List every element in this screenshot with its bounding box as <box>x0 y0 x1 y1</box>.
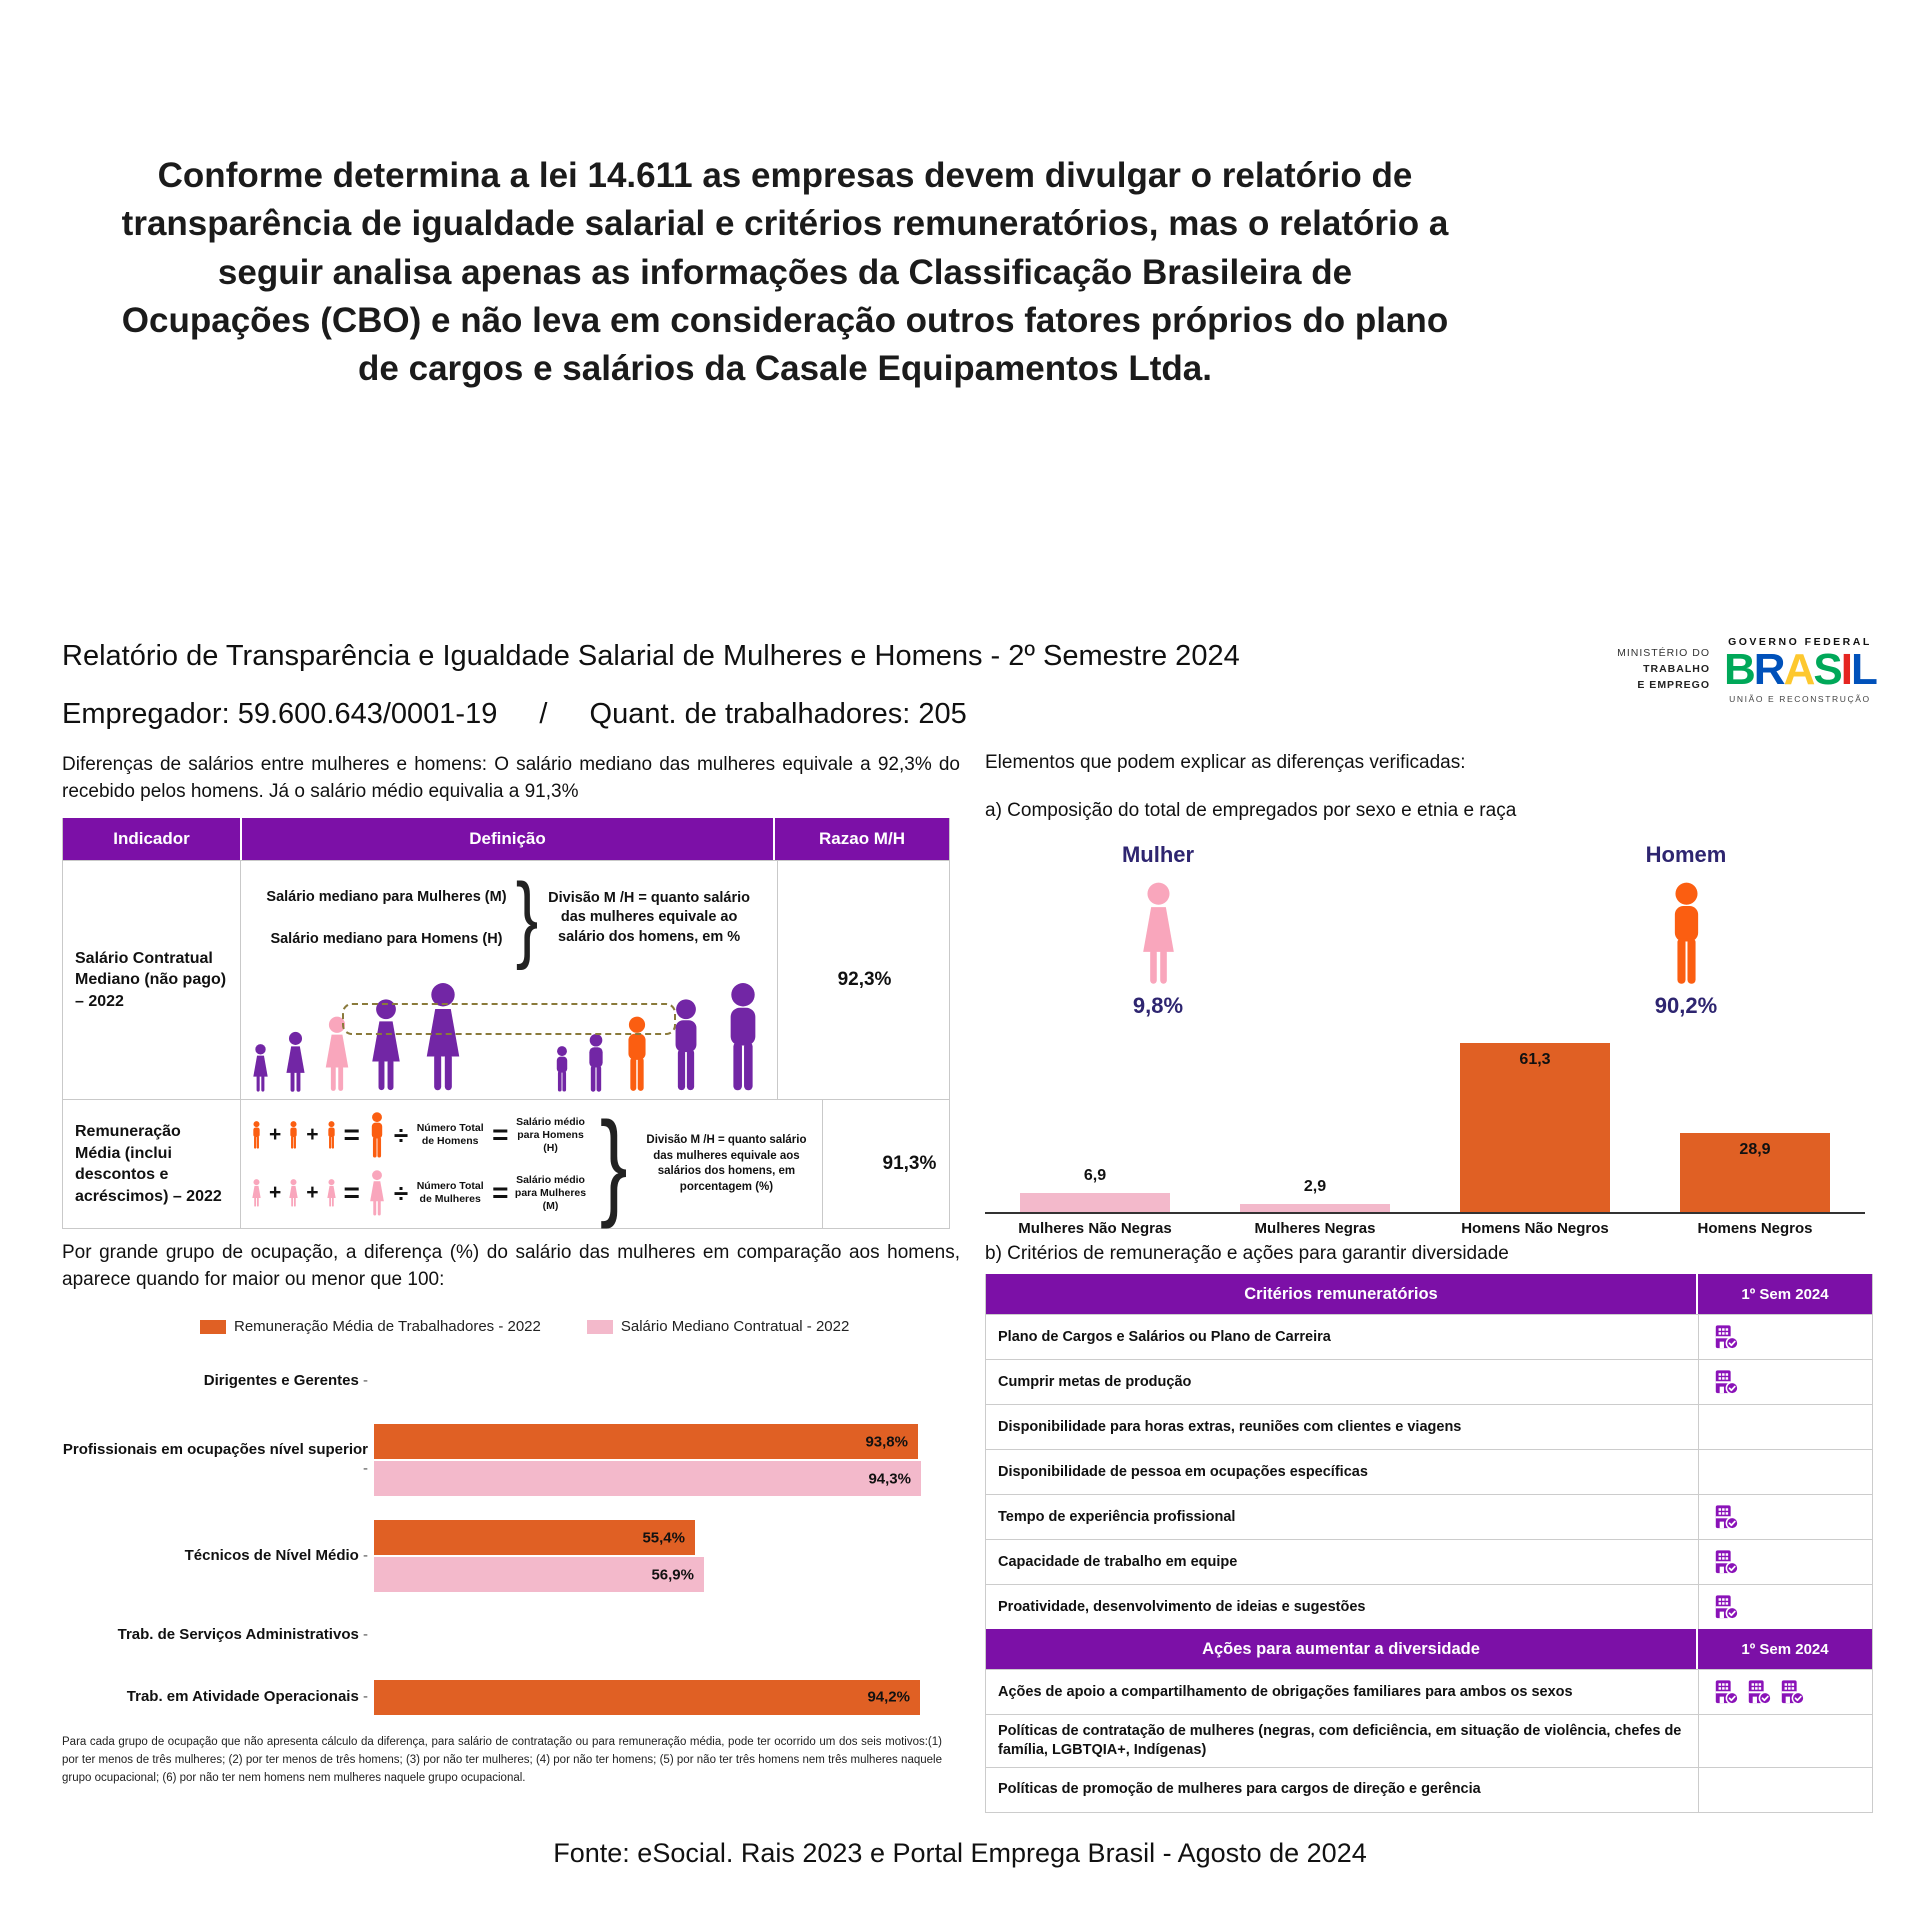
ethnicity-category: Mulheres Negras <box>1254 1220 1376 1237</box>
salario-medio-mulheres: Salário médio para Mulheres (M) <box>514 1173 587 1212</box>
criteria-row <box>986 1494 1872 1539</box>
person-female-icon <box>365 1170 389 1216</box>
salario-medio-homens: Salário médio para Homens (H) <box>516 1115 585 1154</box>
ministry-line: MINISTÉRIO DO <box>1617 647 1710 660</box>
person-female-icon <box>286 1179 301 1207</box>
criteria-label: Ações de apoio a compartilhamento de obrigações familiares para ambos os sexos <box>998 1683 1573 1700</box>
criteria-row <box>986 1359 1872 1404</box>
criteria-checks <box>1698 1405 1872 1449</box>
def-line: Salário mediano para Homens (H) <box>270 931 503 948</box>
occupation-footnote: Para cada grupo de ocupação que não apresenta cálculo da diferença, para salário de contratação ou para remuneração média, pode ter ocorrido um dos seis motivos:(1) por ter menos de três mulheres; (2) por ter menos de três homens; (3) por não ter mulheres; (4) por não ter homens; (5) por não ter três homens nem três mulheres naquele grupo ocupacional; (6) por não ter nem homens nem mulheres naquele grupo ocupacional. <box>62 1736 942 1784</box>
building-check-icon <box>1713 1549 1739 1575</box>
bar-value: 94,2% <box>867 1688 910 1706</box>
ethnicity-labels <box>985 1214 1865 1237</box>
mulher-column <box>1043 842 1273 1019</box>
occupation-row <box>62 1678 960 1716</box>
building-check-icon <box>1713 1369 1739 1395</box>
remuneracao-media-bar <box>374 1680 920 1715</box>
building-check-icon <box>1713 1594 1739 1620</box>
section-title: Critérios remuneratórios <box>986 1274 1696 1314</box>
criteria-label: Capacidade de trabalho em equipe <box>998 1553 1238 1570</box>
indicators-table-header <box>63 818 949 860</box>
salario-mediano-bar <box>374 1461 921 1496</box>
criteria-checks <box>1698 1540 1872 1584</box>
ratio-value: 92,3% <box>777 861 951 1099</box>
governo-federal-label: GOVERNO FEDERAL <box>1728 636 1872 648</box>
person-male-icon <box>286 1121 301 1149</box>
indicator-label: Salário Contratual Mediano (não pago) – 2022 <box>75 949 227 1010</box>
brasil-tagline: UNIÃO E RECONSTRUÇÃO <box>1729 694 1871 704</box>
occupation-legend <box>200 1318 849 1335</box>
occupation-bars <box>374 1520 960 1592</box>
occupation-label: Dirigentes e Gerentes - <box>62 1372 374 1391</box>
brasil-letter: R <box>1753 645 1784 694</box>
definition-cell <box>240 1098 822 1231</box>
homem-label: Homem <box>1645 842 1727 867</box>
bar-value: 93,8% <box>865 1433 908 1450</box>
remuneracao-media-bar <box>374 1424 918 1459</box>
ethnicity-category: Mulheres Não Negras <box>1018 1220 1172 1237</box>
occupation-label: Profissionais em ocupações nível superior - <box>62 1441 374 1479</box>
source-footer: Fonte: eSocial. Rais 2023 e Portal Emprega Brasil - Agosto de 2024 <box>553 1838 1367 1868</box>
criteria-label: Disponibilidade para horas extras, reuniões com clientes e viagens <box>998 1418 1462 1435</box>
remuneracao-media-bar <box>374 1520 695 1555</box>
legend-item <box>200 1318 541 1335</box>
formula-homens: + + = ÷ Número Total de Homens = Salário médio para Homens (H) <box>249 1112 588 1158</box>
workers-count: Quant. de trabalhadores: 205 <box>589 698 967 730</box>
criteria-label: Tempo de experiência profissional <box>998 1508 1236 1525</box>
table-row <box>63 1098 949 1231</box>
legend-label: Remuneração Média de Trabalhadores - 2022 <box>234 1318 541 1335</box>
col-indicador: Indicador <box>63 818 240 860</box>
person-female-icon <box>324 1179 339 1207</box>
section-title: Ações para aumentar a diversidade <box>986 1629 1696 1669</box>
brasil-wordmark <box>1724 645 1876 694</box>
gender-pictogram <box>985 842 1865 1032</box>
ethnicity-value: 6,9 <box>1083 1167 1107 1184</box>
report-title: Relatório de Transparência e Igualdade Salarial de Mulheres e Homens - 2º Semestre 2024 <box>62 640 1240 672</box>
government-logos <box>1588 636 1888 704</box>
salary-diff-paragraph: Diferenças de salários entre mulheres e homens: O salário mediano das mulheres equivale a 92,3% do recebido pelos homens. Já o salário médio equivalia a 91,3% <box>62 754 960 802</box>
occupation-label: Trab. de Serviços Administrativos - <box>62 1626 374 1645</box>
brace-glyph: } <box>599 1098 628 1231</box>
mulher-percent: 9,8% <box>1132 993 1184 1018</box>
ministry-logo <box>1588 646 1710 693</box>
occupation-chart <box>62 1362 960 1740</box>
criteria-section-header <box>986 1274 1872 1314</box>
intro-paragraph: Conforme determina a lei 14.611 as empresas devem divulgar o relatório de transparência de igualdade salarial e critérios remuneratórios, mas o relatório a seguir analisa apenas as informações da Classificação Brasileira de Ocupações (CBO) e não leva em consideração outros fatores próprios do plano de cargos e salários da Casale Equipamentos Ltda. <box>121 156 1449 389</box>
report-employer-line <box>62 698 967 731</box>
person-male-icon <box>1571 882 1801 985</box>
criteria-table <box>985 1274 1873 1813</box>
brasil-letter: L <box>1850 645 1876 694</box>
num-total-homens: Número Total de Homens <box>416 1122 484 1148</box>
occupation-bars <box>374 1424 960 1496</box>
def-line: Salário mediano para Mulheres (M) <box>266 889 507 906</box>
criteria-checks <box>1698 1315 1872 1359</box>
criteria-row <box>986 1584 1872 1629</box>
person-male-icon <box>249 1121 264 1149</box>
occupation-row <box>62 1424 960 1496</box>
person-male-icon <box>365 1112 389 1158</box>
criteria-checks <box>1698 1450 1872 1494</box>
salario-mediano-bar <box>374 1557 704 1592</box>
ministry-line: TRABALHO <box>1643 663 1710 676</box>
occupation-row <box>62 1616 960 1654</box>
separator: / <box>539 698 548 730</box>
occupation-row <box>62 1362 960 1400</box>
ratio-value: 91,3% <box>822 1100 996 1228</box>
median-people-graphic <box>249 975 769 1093</box>
ethnicity-category: Homens Não Negros <box>1461 1220 1609 1237</box>
criteria-label: Proatividade, desenvolvimento de ideias e sugestões <box>998 1598 1366 1615</box>
col-razao: Razao M/H <box>775 818 949 860</box>
num-total-mulheres: Número Total de Mulheres <box>416 1180 484 1206</box>
brasil-letter: B <box>1724 645 1754 694</box>
legend-item <box>587 1318 849 1335</box>
occupation-bars <box>374 1680 960 1715</box>
criteria-label: Políticas de contratação de mulheres (negras, com deficiência, em situação de violência, chefes de família, LGBTQIA+, Indígenas) <box>998 1723 1682 1758</box>
occupation-row <box>62 1520 960 1592</box>
person-male-icon <box>582 1033 610 1093</box>
homem-column <box>1571 842 1801 1019</box>
formula-mulheres: + + = ÷ Número Total de Mulheres = Salário médio para Mulheres (M) <box>249 1170 588 1216</box>
brasil-logo <box>1724 636 1876 704</box>
criteria-row <box>986 1767 1872 1812</box>
definition-cell <box>240 861 777 1099</box>
definition-note: Divisão M /H = quanto salário das mulheres equivale ao salário dos homens, em % <box>548 889 751 945</box>
legend-label: Salário Mediano Contratual - 2022 <box>620 1318 850 1335</box>
ethnicity-plot <box>985 1040 1865 1214</box>
section-a-heading: a) Composição do total de empregados por sexo e etnia e raça <box>985 800 1517 821</box>
criteria-row <box>986 1539 1872 1584</box>
criteria-checks <box>1698 1670 1872 1714</box>
section-period: 1º Sem 2024 <box>1698 1274 1872 1314</box>
building-check-icon <box>1779 1679 1805 1705</box>
person-female-icon <box>281 1031 310 1093</box>
ethnicity-category: Homens Negros <box>1697 1220 1813 1237</box>
building-check-icon <box>1713 1679 1739 1705</box>
criteria-section-header <box>986 1629 1872 1669</box>
criteria-row <box>986 1314 1872 1359</box>
building-check-icon <box>1746 1679 1772 1705</box>
brasil-letter: A <box>1783 645 1814 694</box>
bar-value: 94,3% <box>868 1470 911 1487</box>
building-check-icon <box>1713 1324 1739 1350</box>
col-definicao: Definição <box>242 818 773 860</box>
person-female-icon <box>1043 882 1273 985</box>
ethnicity-value: 61,3 <box>1519 1051 1551 1068</box>
building-check-icon <box>1713 1504 1739 1530</box>
criteria-label: Políticas de promoção de mulheres para cargos de direção e gerência <box>998 1781 1481 1798</box>
criteria-row <box>986 1669 1872 1714</box>
section-period: 1º Sem 2024 <box>1698 1629 1872 1669</box>
employer-id: Empregador: 59.600.643/0001-19 <box>62 698 498 730</box>
person-male-icon <box>551 1045 573 1093</box>
median-highlight-box <box>342 1003 676 1035</box>
occupation-label: Técnicos de Nível Médio - <box>62 1547 374 1566</box>
person-female-icon <box>417 981 469 1093</box>
indicators-table <box>62 818 950 1229</box>
brasil-letter: S <box>1813 645 1841 694</box>
person-male-icon <box>324 1121 339 1149</box>
legend-swatch <box>587 1320 613 1334</box>
mulher-label: Mulher <box>1121 842 1195 867</box>
table-row <box>63 860 949 1099</box>
ethnicity-bar-1 <box>1020 1193 1170 1212</box>
ethnicity-value: 2,9 <box>1303 1178 1327 1195</box>
bar-value: 55,4% <box>642 1529 685 1546</box>
homem-percent: 90,2% <box>1654 993 1718 1018</box>
criteria-row <box>986 1714 1872 1767</box>
occupation-label: Trab. em Atividade Operacionais - <box>62 1688 374 1707</box>
criteria-checks <box>1698 1585 1872 1629</box>
criteria-checks <box>1698 1768 1872 1812</box>
ethnicity-chart <box>985 1040 1865 1237</box>
elements-heading: Elementos que podem explicar as diferenças verificadas: <box>985 752 1466 773</box>
brasil-letter: I <box>1840 645 1851 694</box>
legend-swatch <box>200 1320 226 1334</box>
criteria-checks <box>1698 1715 1872 1767</box>
definition-note: Divisão M /H = quanto salário das mulheres equivale aos salários dos homens, em porcentagem (%) <box>646 1134 807 1193</box>
occupation-bars <box>374 1629 960 1641</box>
criteria-checks <box>1698 1495 1872 1539</box>
person-female-icon <box>249 1179 264 1207</box>
criteria-row <box>986 1449 1872 1494</box>
criteria-label: Plano de Cargos e Salários ou Plano de Carreira <box>998 1328 1331 1345</box>
ethnicity-value: 28,9 <box>1739 1141 1771 1158</box>
occupation-heading: Por grande grupo de ocupação, a diferença (%) do salário das mulheres em comparação aos homens, aparece quando for maior ou menor que 100: <box>62 1242 960 1290</box>
bar-value: 56,9% <box>651 1566 694 1583</box>
ethnicity-bar-2 <box>1240 1204 1390 1212</box>
person-female-icon <box>249 1043 272 1093</box>
brace-glyph: } <box>515 864 538 971</box>
person-male-icon <box>717 981 769 1093</box>
criteria-checks <box>1698 1360 1872 1404</box>
section-b-heading: b) Critérios de remuneração e ações para garantir diversidade <box>985 1243 1509 1264</box>
ministry-line: E EMPREGO <box>1637 678 1710 691</box>
criteria-label: Cumprir metas de produção <box>998 1373 1192 1390</box>
criteria-row <box>986 1404 1872 1449</box>
indicator-label: Remuneração Média (inclui descontos e acréscimos) – 2022 <box>75 1123 222 1205</box>
occupation-bars <box>374 1375 960 1387</box>
criteria-label: Disponibilidade de pessoa em ocupações específicas <box>998 1463 1368 1480</box>
